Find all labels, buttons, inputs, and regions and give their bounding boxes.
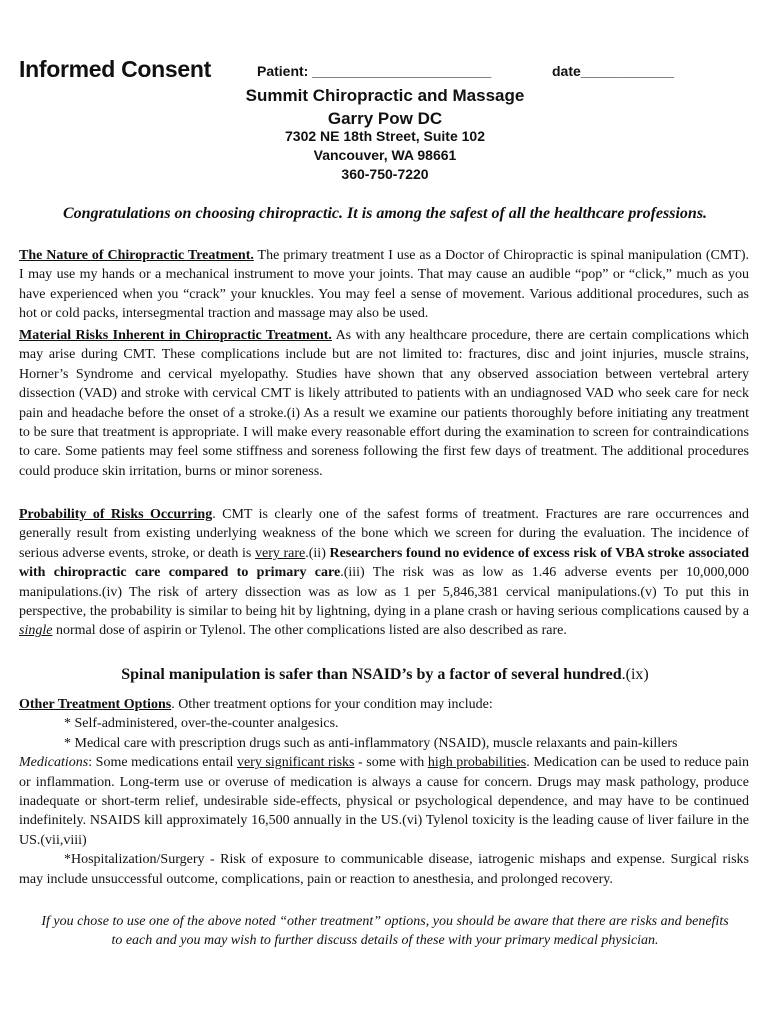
risks-section <box>19 326 749 481</box>
bullet-otc: * Self-administered, over-the-counter analgesics. <box>64 716 339 732</box>
high-probabilities-text: high probabilities <box>427 755 527 771</box>
probability-text-1: . CMT is clearly one of the safest forms of treatment. Fractures are rare occurrences and generally result from existing underlying weakness of the bone which we screen for during the evaluation. The incidence of serious adverse events, stroke, or death is <box>19 507 749 561</box>
clinic-name: Summit Chiropractic and Massage <box>245 86 525 105</box>
risks-text: As with any healthcare procedure, there are certain complications which may arise during CMT. These complications include but are not limited to: fractures, disc and joint injuries, muscle strains, Horner’s Syndrome and cervical myelopathy. Studies have shown that any observed association between vertebral artery dissection (VAD) and stroke with cervical CMT is likely attributed to patients with an undiagnosed VAD who seek care for neck pain and headache before the onset of a stroke.(i) As a result we examine our patients thoroughly before initiating any treatment to be sure that treatment is appropriate. I will make every reasonable effort during the examination to screen for contraindications to care. Some patients may feel some stiffness and soreness following the first few days of treatment. The additional procedures could produce skin irritation, burns or minor soreness. <box>19 328 749 479</box>
clinic-street: 7302 NE 18th Street, Suite 102 <box>285 128 485 144</box>
probability-text-4: normal dose of aspirin or Tylenol. The other complications listed are also described as rare. <box>52 623 567 639</box>
single-text: single <box>19 623 53 639</box>
other-intro: . Other treatment options for your condition may include: <box>171 697 493 712</box>
very-rare-text: very rare <box>255 545 306 561</box>
probability-bold-text: Researchers found no evidence of excess risk of VBA stroke associated with chiropractic care compared to primary care <box>19 545 749 581</box>
nature-text: The primary treatment I use as a Doctor of Chiropractic is spinal manipulation (CMT). I may use my hands or a mechanical instrument to move your joints. That may cause an audible “pop” or “click,” much as you have experienced when you “crack” your knuckles. You may feel a sense of movement. Various additional procedures, such as hot or cold packs, intersegmental traction and massage may also be used. <box>19 248 749 322</box>
probability-heading: Probability of Risks Occurring <box>19 507 213 522</box>
probability-section <box>19 505 749 641</box>
nature-heading: The Nature of Chiropractic Treatment. <box>19 248 254 263</box>
clinic-phone: 360-750-7220 <box>341 166 429 182</box>
patient-field: Patient: _______________________ <box>257 63 492 79</box>
nature-section <box>19 246 749 324</box>
probability-text-2: .(ii) <box>305 545 330 561</box>
risks-heading: Material Risks Inherent in Chiropractic Treatment. <box>19 328 332 343</box>
other-options-section <box>19 695 749 889</box>
spinal-bold: Spinal manipulation is safer than NSAID’s by a factor of several hundred <box>121 666 622 683</box>
other-heading: Other Treatment Options <box>19 697 172 712</box>
spinal-statement <box>0 666 770 684</box>
very-significant-text: very significant risks <box>236 755 355 771</box>
medications-text-3: . Medication can be used to reduce pain or inflammation. Long-term use or overuse of medication is always a cause for concern. Drugs may mask pathology, produce inadequate or short-term relief, undesirable side-effects, physical or psychological dependence, and may have to be continued indefinitely. NSAIDS kill approximately 16,500 annually in the US.(vi) Tylenol toxicity is the leading cause of liver failure in the US.(vii,viii) <box>19 755 750 848</box>
medications-label: Medications <box>19 755 89 771</box>
spinal-ref: .(ix) <box>621 666 649 683</box>
hospitalization-text: *Hospitalization/Surgery - Risk of exposure to communicable disease, iatrogenic mishaps and expense. Surgical risks may include unsuccessful outcome, complications, pain or reaction to anesthesia, and prolonged recovery. <box>19 852 749 887</box>
clinic-city: Vancouver, WA 98661 <box>313 147 457 163</box>
document-title: Informed Consent <box>19 56 211 82</box>
probability-text-3: .(iii) The risk was as low as 1.46 adverse events per 10,000,000 manipulations.(iv) The risk of artery dissection was as low as 1 per 5,846,381 cervical manipulations.(v) To put this in perspective, the probability is similar to being hit by lightning, dying in a plane crash or having serious complications caused by a <box>19 565 749 620</box>
bullet-medical: * Medical care with prescription drugs such as anti-inflammatory (NSAID), muscle relaxants and pain-killers <box>64 735 678 751</box>
medications-text-1: : Some medications entail <box>88 755 237 771</box>
doctor-name: Garry Pow DC <box>327 109 443 128</box>
congrats-statement: Congratulations on choosing chiropractic. It is among the safest of all the healthcare professions. <box>62 205 708 222</box>
medications-text-2: - some with <box>354 755 428 771</box>
date-field: date____________ <box>552 63 675 79</box>
footer-note: If you chose to use one of the above noted “other treatment” options, you should be aware that there are risks and benefits to each and you may wish to further discuss details of these with your primary medical physician. <box>41 914 729 949</box>
